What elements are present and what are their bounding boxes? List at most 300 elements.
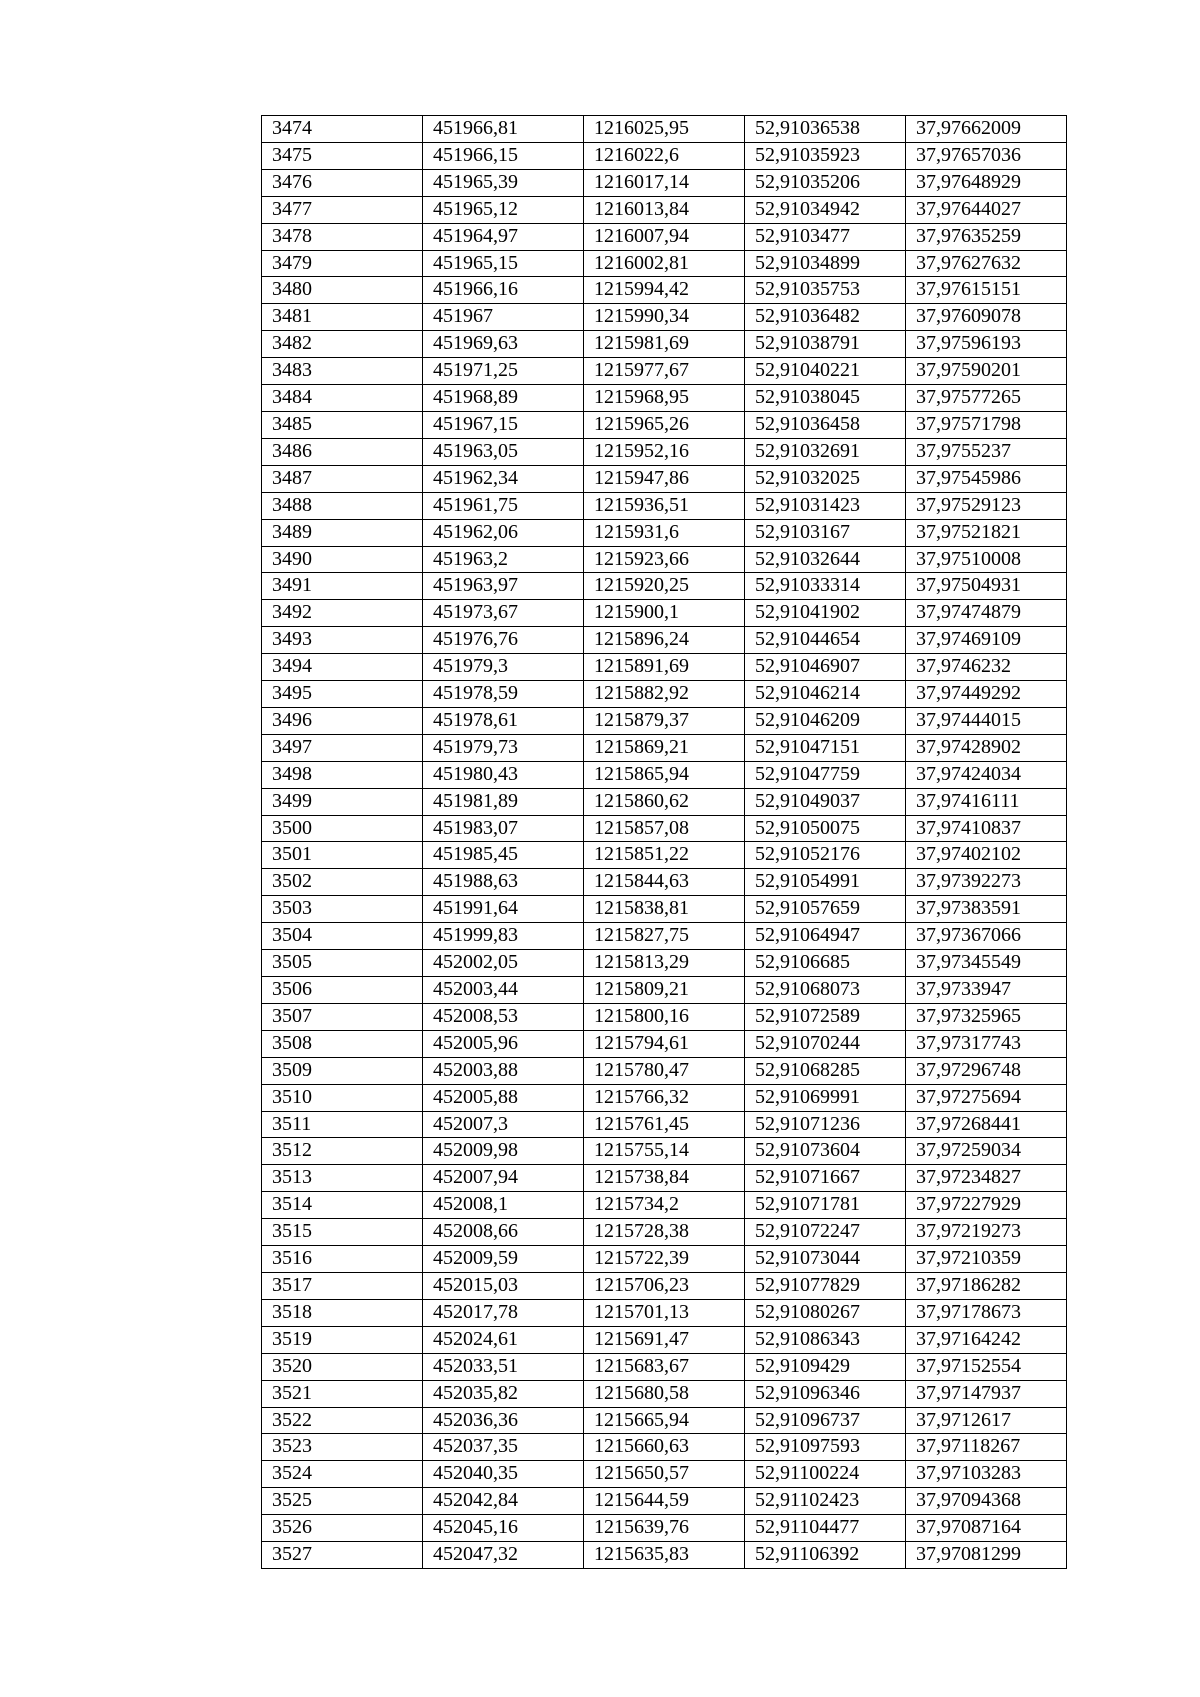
table-row bbox=[262, 1084, 1067, 1111]
latitude-cell: 52,91050075 bbox=[745, 815, 906, 842]
longitude-cell: 37,97504931 bbox=[906, 573, 1067, 600]
y-coordinate-cell: 1215882,92 bbox=[584, 681, 745, 708]
y-coordinate-cell: 1215844,63 bbox=[584, 869, 745, 896]
longitude-cell: 37,97268441 bbox=[906, 1111, 1067, 1138]
y-coordinate-cell: 1215965,26 bbox=[584, 411, 745, 438]
table-row bbox=[262, 573, 1067, 600]
table-row bbox=[262, 1407, 1067, 1434]
x-coordinate-cell: 451964,97 bbox=[423, 223, 584, 250]
longitude-cell: 37,97081299 bbox=[906, 1542, 1067, 1569]
latitude-cell: 52,91106392 bbox=[745, 1542, 906, 1569]
table-row bbox=[262, 1542, 1067, 1569]
longitude-cell: 37,97510008 bbox=[906, 546, 1067, 573]
y-coordinate-cell: 1215734,2 bbox=[584, 1192, 745, 1219]
latitude-cell: 52,91032644 bbox=[745, 546, 906, 573]
y-coordinate-cell: 1215683,67 bbox=[584, 1353, 745, 1380]
latitude-cell: 52,91069991 bbox=[745, 1084, 906, 1111]
x-coordinate-cell: 451985,45 bbox=[423, 842, 584, 869]
y-coordinate-cell: 1215635,83 bbox=[584, 1542, 745, 1569]
y-coordinate-cell: 1215639,76 bbox=[584, 1515, 745, 1542]
table-row bbox=[262, 869, 1067, 896]
point-number-cell: 3493 bbox=[262, 627, 423, 654]
y-coordinate-cell: 1215738,84 bbox=[584, 1165, 745, 1192]
point-number-cell: 3521 bbox=[262, 1380, 423, 1407]
table-row bbox=[262, 1246, 1067, 1273]
table-row bbox=[262, 1353, 1067, 1380]
x-coordinate-cell: 451967,15 bbox=[423, 411, 584, 438]
table-row bbox=[262, 196, 1067, 223]
x-coordinate-cell: 451963,97 bbox=[423, 573, 584, 600]
y-coordinate-cell: 1215761,45 bbox=[584, 1111, 745, 1138]
longitude-cell: 37,97186282 bbox=[906, 1272, 1067, 1299]
table-row bbox=[262, 707, 1067, 734]
point-number-cell: 3497 bbox=[262, 734, 423, 761]
x-coordinate-cell: 452033,51 bbox=[423, 1353, 584, 1380]
point-number-cell: 3483 bbox=[262, 358, 423, 385]
y-coordinate-cell: 1215691,47 bbox=[584, 1326, 745, 1353]
y-coordinate-cell: 1215827,75 bbox=[584, 923, 745, 950]
longitude-cell: 37,97529123 bbox=[906, 492, 1067, 519]
table-row bbox=[262, 223, 1067, 250]
x-coordinate-cell: 452036,36 bbox=[423, 1407, 584, 1434]
latitude-cell: 52,91072589 bbox=[745, 1003, 906, 1030]
longitude-cell: 37,97474879 bbox=[906, 600, 1067, 627]
table-row bbox=[262, 492, 1067, 519]
point-number-cell: 3519 bbox=[262, 1326, 423, 1353]
latitude-cell: 52,91032691 bbox=[745, 438, 906, 465]
longitude-cell: 37,97325965 bbox=[906, 1003, 1067, 1030]
table-row bbox=[262, 1138, 1067, 1165]
point-number-cell: 3526 bbox=[262, 1515, 423, 1542]
table-row bbox=[262, 169, 1067, 196]
y-coordinate-cell: 1215800,16 bbox=[584, 1003, 745, 1030]
longitude-cell: 37,97577265 bbox=[906, 385, 1067, 412]
point-number-cell: 3501 bbox=[262, 842, 423, 869]
latitude-cell: 52,91096346 bbox=[745, 1380, 906, 1407]
latitude-cell: 52,9109429 bbox=[745, 1353, 906, 1380]
x-coordinate-cell: 452045,16 bbox=[423, 1515, 584, 1542]
longitude-cell: 37,97345549 bbox=[906, 950, 1067, 977]
latitude-cell: 52,91068285 bbox=[745, 1057, 906, 1084]
latitude-cell: 52,91073604 bbox=[745, 1138, 906, 1165]
point-number-cell: 3527 bbox=[262, 1542, 423, 1569]
longitude-cell: 37,97410837 bbox=[906, 815, 1067, 842]
table-row bbox=[262, 600, 1067, 627]
x-coordinate-cell: 451999,83 bbox=[423, 923, 584, 950]
longitude-cell: 37,97657036 bbox=[906, 142, 1067, 169]
latitude-cell: 52,91072247 bbox=[745, 1219, 906, 1246]
x-coordinate-cell: 452015,03 bbox=[423, 1272, 584, 1299]
longitude-cell: 37,97234827 bbox=[906, 1165, 1067, 1192]
point-number-cell: 3498 bbox=[262, 761, 423, 788]
y-coordinate-cell: 1215920,25 bbox=[584, 573, 745, 600]
y-coordinate-cell: 1216013,84 bbox=[584, 196, 745, 223]
latitude-cell: 52,91036482 bbox=[745, 304, 906, 331]
point-number-cell: 3474 bbox=[262, 116, 423, 143]
table-row bbox=[262, 761, 1067, 788]
x-coordinate-cell: 451965,12 bbox=[423, 196, 584, 223]
x-coordinate-cell: 452042,84 bbox=[423, 1488, 584, 1515]
latitude-cell: 52,91054991 bbox=[745, 869, 906, 896]
x-coordinate-cell: 452017,78 bbox=[423, 1299, 584, 1326]
y-coordinate-cell: 1215728,38 bbox=[584, 1219, 745, 1246]
latitude-cell: 52,91046209 bbox=[745, 707, 906, 734]
longitude-cell: 37,97367066 bbox=[906, 923, 1067, 950]
longitude-cell: 37,97627632 bbox=[906, 250, 1067, 277]
point-number-cell: 3475 bbox=[262, 142, 423, 169]
x-coordinate-cell: 452040,35 bbox=[423, 1461, 584, 1488]
latitude-cell: 52,9103167 bbox=[745, 519, 906, 546]
point-number-cell: 3487 bbox=[262, 465, 423, 492]
point-number-cell: 3484 bbox=[262, 385, 423, 412]
latitude-cell: 52,91047151 bbox=[745, 734, 906, 761]
y-coordinate-cell: 1215981,69 bbox=[584, 331, 745, 358]
y-coordinate-cell: 1215838,81 bbox=[584, 896, 745, 923]
point-number-cell: 3492 bbox=[262, 600, 423, 627]
coordinates-table-body bbox=[262, 116, 1067, 1569]
table-row bbox=[262, 923, 1067, 950]
y-coordinate-cell: 1215701,13 bbox=[584, 1299, 745, 1326]
table-row bbox=[262, 1111, 1067, 1138]
longitude-cell: 37,9712617 bbox=[906, 1407, 1067, 1434]
latitude-cell: 52,91034899 bbox=[745, 250, 906, 277]
longitude-cell: 37,97469109 bbox=[906, 627, 1067, 654]
point-number-cell: 3486 bbox=[262, 438, 423, 465]
x-coordinate-cell: 452024,61 bbox=[423, 1326, 584, 1353]
point-number-cell: 3479 bbox=[262, 250, 423, 277]
longitude-cell: 37,9755237 bbox=[906, 438, 1067, 465]
table-row bbox=[262, 950, 1067, 977]
point-number-cell: 3520 bbox=[262, 1353, 423, 1380]
y-coordinate-cell: 1216022,6 bbox=[584, 142, 745, 169]
point-number-cell: 3512 bbox=[262, 1138, 423, 1165]
x-coordinate-cell: 451976,76 bbox=[423, 627, 584, 654]
x-coordinate-cell: 451980,43 bbox=[423, 761, 584, 788]
longitude-cell: 37,97118267 bbox=[906, 1434, 1067, 1461]
latitude-cell: 52,91102423 bbox=[745, 1488, 906, 1515]
y-coordinate-cell: 1215865,94 bbox=[584, 761, 745, 788]
table-row bbox=[262, 788, 1067, 815]
x-coordinate-cell: 451966,81 bbox=[423, 116, 584, 143]
latitude-cell: 52,91032025 bbox=[745, 465, 906, 492]
point-number-cell: 3522 bbox=[262, 1407, 423, 1434]
table-row bbox=[262, 250, 1067, 277]
coordinates-table bbox=[261, 115, 1067, 1569]
point-number-cell: 3502 bbox=[262, 869, 423, 896]
point-number-cell: 3525 bbox=[262, 1488, 423, 1515]
x-coordinate-cell: 452003,88 bbox=[423, 1057, 584, 1084]
x-coordinate-cell: 451966,16 bbox=[423, 277, 584, 304]
latitude-cell: 52,91071236 bbox=[745, 1111, 906, 1138]
y-coordinate-cell: 1215923,66 bbox=[584, 546, 745, 573]
x-coordinate-cell: 451962,06 bbox=[423, 519, 584, 546]
latitude-cell: 52,91046214 bbox=[745, 681, 906, 708]
table-row bbox=[262, 411, 1067, 438]
point-number-cell: 3480 bbox=[262, 277, 423, 304]
y-coordinate-cell: 1215766,32 bbox=[584, 1084, 745, 1111]
point-number-cell: 3509 bbox=[262, 1057, 423, 1084]
latitude-cell: 52,91057659 bbox=[745, 896, 906, 923]
longitude-cell: 37,9746232 bbox=[906, 654, 1067, 681]
table-row bbox=[262, 734, 1067, 761]
y-coordinate-cell: 1215990,34 bbox=[584, 304, 745, 331]
longitude-cell: 37,97152554 bbox=[906, 1353, 1067, 1380]
x-coordinate-cell: 452003,44 bbox=[423, 977, 584, 1004]
latitude-cell: 52,91038045 bbox=[745, 385, 906, 412]
y-coordinate-cell: 1215794,61 bbox=[584, 1030, 745, 1057]
table-row bbox=[262, 1030, 1067, 1057]
latitude-cell: 52,91038791 bbox=[745, 331, 906, 358]
point-number-cell: 3514 bbox=[262, 1192, 423, 1219]
table-row bbox=[262, 1299, 1067, 1326]
table-row bbox=[262, 1003, 1067, 1030]
longitude-cell: 37,97648929 bbox=[906, 169, 1067, 196]
latitude-cell: 52,91086343 bbox=[745, 1326, 906, 1353]
x-coordinate-cell: 452007,94 bbox=[423, 1165, 584, 1192]
longitude-cell: 37,97521821 bbox=[906, 519, 1067, 546]
x-coordinate-cell: 452037,35 bbox=[423, 1434, 584, 1461]
longitude-cell: 37,97317743 bbox=[906, 1030, 1067, 1057]
longitude-cell: 37,97662009 bbox=[906, 116, 1067, 143]
table-row bbox=[262, 277, 1067, 304]
longitude-cell: 37,97164242 bbox=[906, 1326, 1067, 1353]
longitude-cell: 37,97275694 bbox=[906, 1084, 1067, 1111]
table-row bbox=[262, 627, 1067, 654]
table-row bbox=[262, 1515, 1067, 1542]
point-number-cell: 3477 bbox=[262, 196, 423, 223]
x-coordinate-cell: 451979,73 bbox=[423, 734, 584, 761]
longitude-cell: 37,97147937 bbox=[906, 1380, 1067, 1407]
table-row bbox=[262, 358, 1067, 385]
y-coordinate-cell: 1215900,1 bbox=[584, 600, 745, 627]
point-number-cell: 3488 bbox=[262, 492, 423, 519]
y-coordinate-cell: 1215968,95 bbox=[584, 385, 745, 412]
x-coordinate-cell: 451962,34 bbox=[423, 465, 584, 492]
y-coordinate-cell: 1215947,86 bbox=[584, 465, 745, 492]
x-coordinate-cell: 451967 bbox=[423, 304, 584, 331]
latitude-cell: 52,9106685 bbox=[745, 950, 906, 977]
point-number-cell: 3503 bbox=[262, 896, 423, 923]
table-row bbox=[262, 546, 1067, 573]
table-row bbox=[262, 465, 1067, 492]
y-coordinate-cell: 1215994,42 bbox=[584, 277, 745, 304]
longitude-cell: 37,97259034 bbox=[906, 1138, 1067, 1165]
y-coordinate-cell: 1215644,59 bbox=[584, 1488, 745, 1515]
latitude-cell: 52,91096737 bbox=[745, 1407, 906, 1434]
table-row bbox=[262, 977, 1067, 1004]
y-coordinate-cell: 1215706,23 bbox=[584, 1272, 745, 1299]
point-number-cell: 3491 bbox=[262, 573, 423, 600]
longitude-cell: 37,97644027 bbox=[906, 196, 1067, 223]
table-row bbox=[262, 654, 1067, 681]
point-number-cell: 3489 bbox=[262, 519, 423, 546]
point-number-cell: 3482 bbox=[262, 331, 423, 358]
table-row bbox=[262, 1272, 1067, 1299]
x-coordinate-cell: 452047,32 bbox=[423, 1542, 584, 1569]
x-coordinate-cell: 452005,88 bbox=[423, 1084, 584, 1111]
x-coordinate-cell: 452009,98 bbox=[423, 1138, 584, 1165]
table-row bbox=[262, 385, 1067, 412]
y-coordinate-cell: 1216007,94 bbox=[584, 223, 745, 250]
longitude-cell: 37,97103283 bbox=[906, 1461, 1067, 1488]
y-coordinate-cell: 1215952,16 bbox=[584, 438, 745, 465]
y-coordinate-cell: 1215891,69 bbox=[584, 654, 745, 681]
latitude-cell: 52,9103477 bbox=[745, 223, 906, 250]
x-coordinate-cell: 451981,89 bbox=[423, 788, 584, 815]
latitude-cell: 52,91036458 bbox=[745, 411, 906, 438]
latitude-cell: 52,91035923 bbox=[745, 142, 906, 169]
x-coordinate-cell: 452007,3 bbox=[423, 1111, 584, 1138]
y-coordinate-cell: 1215680,58 bbox=[584, 1380, 745, 1407]
x-coordinate-cell: 452008,1 bbox=[423, 1192, 584, 1219]
latitude-cell: 52,91064947 bbox=[745, 923, 906, 950]
point-number-cell: 3496 bbox=[262, 707, 423, 734]
table-row bbox=[262, 1434, 1067, 1461]
point-number-cell: 3500 bbox=[262, 815, 423, 842]
point-number-cell: 3523 bbox=[262, 1434, 423, 1461]
point-number-cell: 3478 bbox=[262, 223, 423, 250]
x-coordinate-cell: 451963,05 bbox=[423, 438, 584, 465]
point-number-cell: 3516 bbox=[262, 1246, 423, 1273]
latitude-cell: 52,91031423 bbox=[745, 492, 906, 519]
x-coordinate-cell: 451971,25 bbox=[423, 358, 584, 385]
latitude-cell: 52,91035753 bbox=[745, 277, 906, 304]
longitude-cell: 37,97449292 bbox=[906, 681, 1067, 708]
latitude-cell: 52,91071781 bbox=[745, 1192, 906, 1219]
longitude-cell: 37,97383591 bbox=[906, 896, 1067, 923]
x-coordinate-cell: 451983,07 bbox=[423, 815, 584, 842]
y-coordinate-cell: 1215780,47 bbox=[584, 1057, 745, 1084]
latitude-cell: 52,91041902 bbox=[745, 600, 906, 627]
x-coordinate-cell: 452005,96 bbox=[423, 1030, 584, 1057]
point-number-cell: 3506 bbox=[262, 977, 423, 1004]
latitude-cell: 52,91052176 bbox=[745, 842, 906, 869]
table-row bbox=[262, 1488, 1067, 1515]
point-number-cell: 3495 bbox=[262, 681, 423, 708]
longitude-cell: 37,97210359 bbox=[906, 1246, 1067, 1273]
longitude-cell: 37,97219273 bbox=[906, 1219, 1067, 1246]
point-number-cell: 3505 bbox=[262, 950, 423, 977]
y-coordinate-cell: 1215931,6 bbox=[584, 519, 745, 546]
latitude-cell: 52,91034942 bbox=[745, 196, 906, 223]
latitude-cell: 52,91044654 bbox=[745, 627, 906, 654]
x-coordinate-cell: 451963,2 bbox=[423, 546, 584, 573]
longitude-cell: 37,97227929 bbox=[906, 1192, 1067, 1219]
y-coordinate-cell: 1215936,51 bbox=[584, 492, 745, 519]
point-number-cell: 3494 bbox=[262, 654, 423, 681]
longitude-cell: 37,97444015 bbox=[906, 707, 1067, 734]
latitude-cell: 52,91046907 bbox=[745, 654, 906, 681]
point-number-cell: 3508 bbox=[262, 1030, 423, 1057]
longitude-cell: 37,97609078 bbox=[906, 304, 1067, 331]
y-coordinate-cell: 1216017,14 bbox=[584, 169, 745, 196]
y-coordinate-cell: 1216002,81 bbox=[584, 250, 745, 277]
point-number-cell: 3510 bbox=[262, 1084, 423, 1111]
longitude-cell: 37,97424034 bbox=[906, 761, 1067, 788]
x-coordinate-cell: 451969,63 bbox=[423, 331, 584, 358]
longitude-cell: 37,97545986 bbox=[906, 465, 1067, 492]
y-coordinate-cell: 1215660,63 bbox=[584, 1434, 745, 1461]
latitude-cell: 52,91047759 bbox=[745, 761, 906, 788]
x-coordinate-cell: 451961,75 bbox=[423, 492, 584, 519]
latitude-cell: 52,91036538 bbox=[745, 116, 906, 143]
y-coordinate-cell: 1215813,29 bbox=[584, 950, 745, 977]
table-row bbox=[262, 1057, 1067, 1084]
longitude-cell: 37,97178673 bbox=[906, 1299, 1067, 1326]
table-row bbox=[262, 1461, 1067, 1488]
latitude-cell: 52,91040221 bbox=[745, 358, 906, 385]
x-coordinate-cell: 451965,39 bbox=[423, 169, 584, 196]
longitude-cell: 37,97296748 bbox=[906, 1057, 1067, 1084]
y-coordinate-cell: 1215869,21 bbox=[584, 734, 745, 761]
longitude-cell: 37,97596193 bbox=[906, 331, 1067, 358]
longitude-cell: 37,97590201 bbox=[906, 358, 1067, 385]
point-number-cell: 3481 bbox=[262, 304, 423, 331]
table-row bbox=[262, 116, 1067, 143]
point-number-cell: 3499 bbox=[262, 788, 423, 815]
table-row bbox=[262, 519, 1067, 546]
x-coordinate-cell: 451966,15 bbox=[423, 142, 584, 169]
latitude-cell: 52,91080267 bbox=[745, 1299, 906, 1326]
latitude-cell: 52,91104477 bbox=[745, 1515, 906, 1542]
y-coordinate-cell: 1215665,94 bbox=[584, 1407, 745, 1434]
point-number-cell: 3515 bbox=[262, 1219, 423, 1246]
latitude-cell: 52,91070244 bbox=[745, 1030, 906, 1057]
x-coordinate-cell: 452035,82 bbox=[423, 1380, 584, 1407]
x-coordinate-cell: 451991,64 bbox=[423, 896, 584, 923]
y-coordinate-cell: 1215857,08 bbox=[584, 815, 745, 842]
table-row bbox=[262, 681, 1067, 708]
x-coordinate-cell: 452009,59 bbox=[423, 1246, 584, 1273]
table-row bbox=[262, 815, 1067, 842]
point-number-cell: 3507 bbox=[262, 1003, 423, 1030]
y-coordinate-cell: 1215650,57 bbox=[584, 1461, 745, 1488]
x-coordinate-cell: 451968,89 bbox=[423, 385, 584, 412]
point-number-cell: 3490 bbox=[262, 546, 423, 573]
y-coordinate-cell: 1215860,62 bbox=[584, 788, 745, 815]
table-row bbox=[262, 142, 1067, 169]
y-coordinate-cell: 1215722,39 bbox=[584, 1246, 745, 1273]
x-coordinate-cell: 452008,66 bbox=[423, 1219, 584, 1246]
latitude-cell: 52,91071667 bbox=[745, 1165, 906, 1192]
longitude-cell: 37,9733947 bbox=[906, 977, 1067, 1004]
table-row bbox=[262, 1165, 1067, 1192]
table-row bbox=[262, 842, 1067, 869]
y-coordinate-cell: 1215879,37 bbox=[584, 707, 745, 734]
latitude-cell: 52,91073044 bbox=[745, 1246, 906, 1273]
table-row bbox=[262, 331, 1067, 358]
latitude-cell: 52,91077829 bbox=[745, 1272, 906, 1299]
longitude-cell: 37,97402102 bbox=[906, 842, 1067, 869]
x-coordinate-cell: 451988,63 bbox=[423, 869, 584, 896]
y-coordinate-cell: 1215977,67 bbox=[584, 358, 745, 385]
longitude-cell: 37,97087164 bbox=[906, 1515, 1067, 1542]
table-row bbox=[262, 1219, 1067, 1246]
x-coordinate-cell: 451973,67 bbox=[423, 600, 584, 627]
table-row bbox=[262, 896, 1067, 923]
x-coordinate-cell: 452002,05 bbox=[423, 950, 584, 977]
x-coordinate-cell: 451978,61 bbox=[423, 707, 584, 734]
x-coordinate-cell: 451965,15 bbox=[423, 250, 584, 277]
point-number-cell: 3513 bbox=[262, 1165, 423, 1192]
point-number-cell: 3511 bbox=[262, 1111, 423, 1138]
x-coordinate-cell: 452008,53 bbox=[423, 1003, 584, 1030]
point-number-cell: 3524 bbox=[262, 1461, 423, 1488]
y-coordinate-cell: 1215755,14 bbox=[584, 1138, 745, 1165]
y-coordinate-cell: 1215851,22 bbox=[584, 842, 745, 869]
point-number-cell: 3476 bbox=[262, 169, 423, 196]
longitude-cell: 37,97416111 bbox=[906, 788, 1067, 815]
